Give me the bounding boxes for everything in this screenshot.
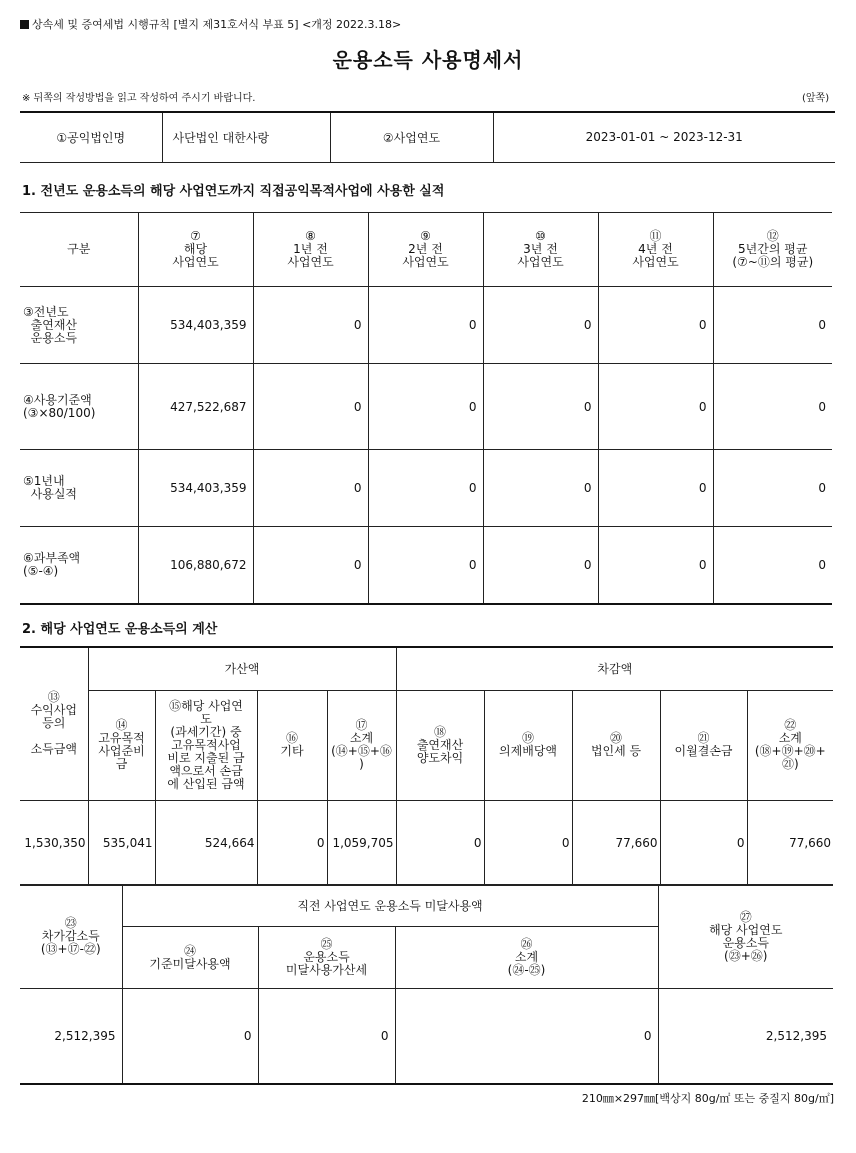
usage-value-cell: 0: [598, 364, 713, 450]
usage-value-cell: 0: [483, 527, 598, 604]
net-income-table: [20, 884, 833, 1085]
add-header-cell: ⑰ 소계 (⑭+⑮+⑯ ): [327, 690, 396, 800]
usage-value-cell: 0: [713, 364, 832, 450]
usage-value-cell: 0: [713, 450, 832, 527]
form-note: [20, 16, 401, 32]
header-net-income-23: ㉓ 차가감소득 (⑬+⑰-㉒): [20, 885, 122, 989]
usage-header-cell: 구분: [20, 213, 138, 287]
add-header-cell: ⑮해당 사업연 도 (과세기간) 중 고유목적사업 비로 지출된 금 액으로서 손금 에 산입된 금액: [155, 690, 257, 800]
sub-header-cell: ⑱ 출연재산 양도차익: [396, 690, 484, 800]
header-sub-group: 차감액: [396, 647, 833, 690]
usage-value-cell: 0: [253, 287, 368, 364]
usage-value-cell: 0: [483, 364, 598, 450]
usage-header-cell: ⑦ 해당 사업연도: [138, 213, 253, 287]
calc-value-cell: 1,530,350: [20, 800, 88, 885]
usage-record-table: [20, 212, 832, 605]
usage-header-cell: ⑧ 1년 전 사업연도: [253, 213, 368, 287]
usage-value-cell: 427,522,687: [138, 364, 253, 450]
calc-value-cell: 0: [660, 800, 747, 885]
info-table: [20, 111, 835, 163]
add-header-cell: ⑯ 기타: [257, 690, 327, 800]
header-operating-income-27: ㉗ 해당 사업연도 운용소득 (㉓+㉖): [658, 885, 833, 989]
usage-value-cell: 0: [598, 287, 713, 364]
section1-title: 1. 전년도 운용소득의 해당 사업연도까지 직접공익목적사업에 사용한 실적: [22, 184, 445, 199]
corp-name-label: ①공익법인명: [20, 112, 162, 162]
usage-header-cell: ⑫ 5년간의 평균 (⑦~⑪의 평균): [713, 213, 832, 287]
usage-row-label: ⑤1년내 사용실적: [20, 450, 138, 527]
usage-row-label: ④사용기준액 (③×80/100): [20, 364, 138, 450]
usage-header-cell: ⑨ 2년 전 사업연도: [368, 213, 483, 287]
usage-header-cell: ⑪ 4년 전 사업연도: [598, 213, 713, 287]
form-note-text: 상속세 및 증여세법 시행규칙 [별지 제31호서식 부표 5] <개정 2022.3.18>: [32, 18, 402, 31]
page-title: 운용소득 사용명세서: [332, 48, 524, 72]
section2-title: 2. 해당 사업연도 운용소득의 계산: [22, 622, 218, 637]
calc-value-cell: 0: [484, 800, 572, 885]
sub-header-cell: ㉒ 소계 (⑱+⑲+⑳+ ㉑): [747, 690, 833, 800]
add-header-cell: ⑭ 고유목적 사업준비 금: [88, 690, 155, 800]
usage-value-cell: 0: [368, 287, 483, 364]
net-value-cell: 2,512,395: [20, 989, 122, 1084]
usage-value-cell: 0: [598, 527, 713, 604]
usage-value-cell: 0: [368, 450, 483, 527]
paper-spec-footer: 210㎜×297㎜[백상지 80g/㎡ 또는 중질지 80g/㎡]: [581, 1092, 834, 1105]
shortfall-header-cell: ㉕ 운용소득 미달사용가산세: [258, 927, 395, 989]
usage-value-cell: 0: [253, 527, 368, 604]
usage-value-cell: 106,880,672: [138, 527, 253, 604]
calc-value-cell: 0: [257, 800, 327, 885]
usage-value-cell: 0: [253, 450, 368, 527]
net-value-cell: 0: [122, 989, 258, 1084]
header-shortfall-group: 직전 사업연도 운용소득 미달사용액: [122, 885, 658, 927]
usage-header-cell: ⑩ 3년 전 사업연도: [483, 213, 598, 287]
usage-value-cell: 534,403,359: [138, 287, 253, 364]
header-add-group: 가산액: [88, 647, 396, 690]
calc-value-cell: 535,041: [88, 800, 155, 885]
sub-header-cell: ㉑ 이월결손금: [660, 690, 747, 800]
calc-value-cell: 77,660: [747, 800, 833, 885]
shortfall-header-cell: ㉖ 소계 (㉔-㉕): [395, 927, 658, 989]
usage-row-label: ③전년도 출연재산 운용소득: [20, 287, 138, 364]
calc-value-cell: 1,059,705: [327, 800, 396, 885]
corp-name-value: 사단법인 대한사랑: [162, 112, 330, 162]
net-value-cell: 0: [258, 989, 395, 1084]
usage-value-cell: 0: [713, 527, 832, 604]
income-calc-table: [20, 646, 833, 886]
usage-value-cell: 0: [713, 287, 832, 364]
net-value-cell: 0: [395, 989, 658, 1084]
usage-row-label: ⑥과부족액 (⑤-④): [20, 527, 138, 604]
page-side-label: (앞쪽): [802, 93, 830, 104]
calc-value-cell: 77,660: [572, 800, 660, 885]
calc-value-cell: 0: [396, 800, 484, 885]
usage-value-cell: 0: [598, 450, 713, 527]
fiscal-year-value: 2023-01-01 ~ 2023-12-31: [493, 112, 835, 162]
usage-value-cell: 0: [253, 364, 368, 450]
usage-value-cell: 0: [368, 527, 483, 604]
net-value-cell: 2,512,395: [658, 989, 833, 1084]
fiscal-year-label: ②사업연도: [330, 112, 493, 162]
header-income-13: ⑬ 수익사업 등의 소득금액: [20, 647, 88, 800]
usage-value-cell: 0: [483, 450, 598, 527]
instruction-note: ※ 뒤쪽의 작성방법을 읽고 작성하여 주시기 바랍니다.: [22, 93, 256, 104]
usage-value-cell: 0: [483, 287, 598, 364]
shortfall-header-cell: ㉔ 기준미달사용액: [122, 927, 258, 989]
sub-header-cell: ⑳ 법인세 등: [572, 690, 660, 800]
usage-value-cell: 0: [368, 364, 483, 450]
sub-header-cell: ⑲ 의제배당액: [484, 690, 572, 800]
usage-value-cell: 534,403,359: [138, 450, 253, 527]
square-bullet-icon: [20, 20, 29, 29]
calc-value-cell: 524,664: [155, 800, 257, 885]
